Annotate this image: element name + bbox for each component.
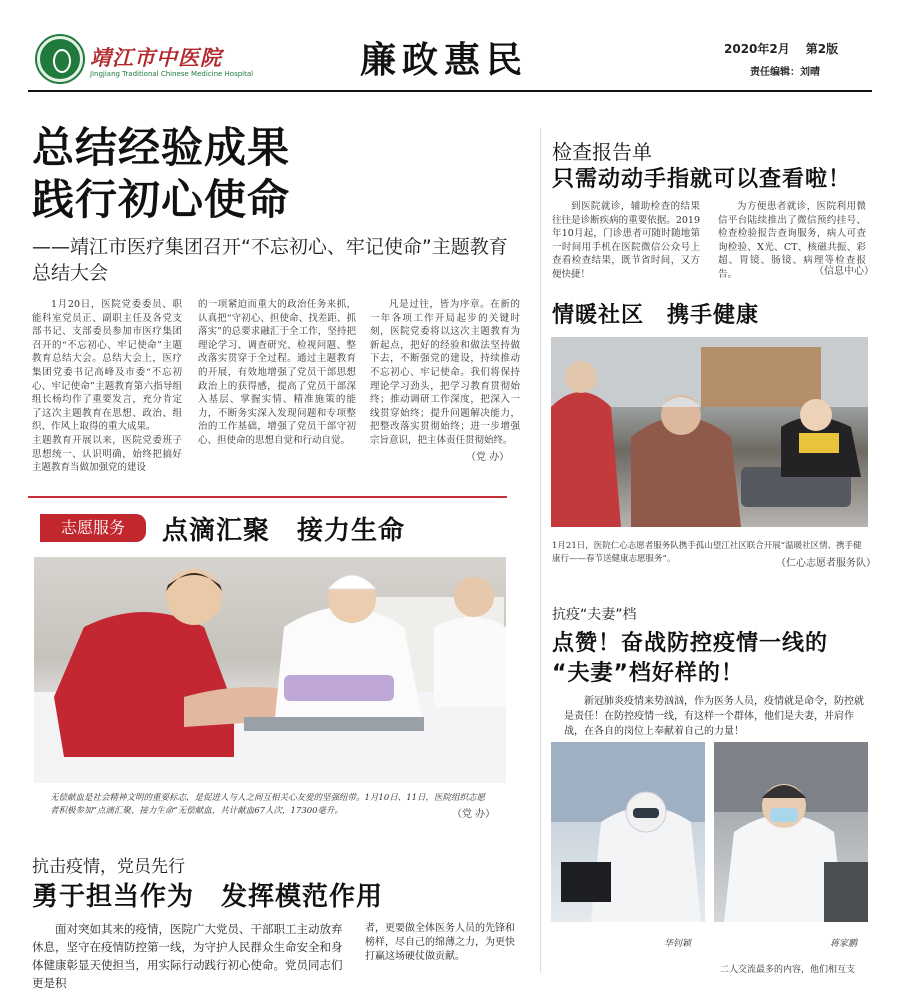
fight-body-2: 者，更要做全体医务人员的先锋和榜样，尽自己的绵薄之力，为更快打赢这场硬仗做贡献。 bbox=[365, 923, 515, 962]
couple-foot-text: 二人交流最多的内容，他们相互支 bbox=[720, 965, 856, 975]
community-byline: （仁心志愿者服务队） bbox=[776, 558, 876, 569]
report-headline-1: 检查报告单 bbox=[552, 140, 652, 164]
issue-date: 2020年2月 bbox=[724, 42, 790, 56]
doctor-mask-illustration bbox=[714, 742, 868, 922]
blood-donation-illustration bbox=[34, 557, 506, 783]
report-byline: （信息中心） bbox=[814, 266, 874, 277]
doctor-ppe-illustration bbox=[551, 742, 705, 922]
issue-info bbox=[724, 40, 838, 57]
fight-tag: 抗击疫情，党员先行 bbox=[32, 857, 185, 877]
volunteer-caption: 无偿献血是社会精神文明的重要标志，是促进人与人之间互相关心友爱的坚强纽带。1月10日、11日，医院组织志愿者积极参加“点滴汇聚、接力生命”无偿献血，共计献血67人次，17300毫升。 bbox=[50, 793, 486, 816]
hospital-name: 靖江市中医院 bbox=[90, 45, 222, 70]
community-caption: 1月21日，医院仁心志愿者服务队携手孤山望江社区联合开展“温暖社区情、携手健康行——春节送健康志愿服务”。 bbox=[552, 541, 862, 564]
hospital-name-en: Jingjiang Traditional Chinese Medicine Hospital bbox=[90, 70, 254, 78]
couple-photo-left bbox=[551, 742, 705, 922]
couple-photo-right bbox=[714, 742, 868, 922]
fight-headline: 勇于担当作为 发挥模范作用 bbox=[32, 882, 384, 912]
report-column-1: 到医院就诊，辅助检查的结果往往是诊断疾病的重要依据。2019年10月起，门诊患者可随时随地第一时间用手机在医院微信公众号上查看检查结果，既节省时间，又方便快捷！ bbox=[552, 201, 700, 280]
report-headline-2: 只需动动手指就可以查看啦！ bbox=[552, 167, 852, 192]
lead-column-2: 的一项紧迫而重大的政治任务来抓，认真把“守初心、担使命、找差距、抓落实”的总要求融汇于全工作，坚持把理论学习、调查研究、检视问题、整改落实贯穿于全过程。通过主题教育的开展，有效地增强了党员干部思想政治上的获得感，提高了党员干部深入基层、掌握实情、精准施策的能力，不断务实深入发现问题和专项整治的工作基础，增强了党员干部守初心、担使命的思想自觉和行动自觉。 bbox=[198, 299, 356, 446]
name-left: 华钊颖 bbox=[664, 939, 692, 949]
couple-headline-1: 点赞！奋战防控疫情一线的 bbox=[552, 631, 829, 656]
couple-headline-2: “夫妻”档好样的！ bbox=[552, 661, 744, 686]
lead-headline-line1: 总结经验成果 bbox=[32, 123, 291, 172]
hospital-logo bbox=[37, 36, 83, 82]
issue-edition: 第2版 bbox=[805, 42, 839, 56]
masthead bbox=[0, 0, 900, 92]
section-divider bbox=[28, 496, 507, 498]
community-headline: 情暖社区 携手健康 bbox=[552, 303, 760, 328]
volunteer-headline: 点滴汇聚 接力生命 bbox=[162, 516, 406, 546]
fight-body: 面对突如其来的疫情，医院广大党员、干部职工主动放弃休息，坚守在疫情防控第一线，为守护人民群众生命安全和身体健康彰显天使担当，用实际行动践行初心使命。党员同志们更是积 bbox=[32, 922, 343, 990]
volunteer-photo bbox=[34, 557, 506, 783]
lead-subheadline: ——靖江市医疗集团召开“不忘初心、牢记使命”主题教育总结大会 bbox=[32, 236, 508, 284]
header-rule bbox=[28, 90, 872, 92]
community-illustration bbox=[551, 337, 868, 527]
couple-tag: 抗疫“夫妻”档 bbox=[552, 607, 637, 623]
report-column-2: 为方便患者就诊，医院利用微信平台陆续推出了微信预约挂号、检查检验报告查询服务，病人可查询检验、X光、CT、核磁共振、彩超、胃镜、肠镜、病理等检查报告。 bbox=[718, 201, 866, 280]
editor-credit: 责任编辑：刘晴 bbox=[750, 67, 820, 78]
lead-headline bbox=[32, 122, 290, 226]
volunteer-tag: 志愿服务 bbox=[40, 514, 146, 542]
lead-headline-line2: 践行初心使命 bbox=[32, 175, 291, 224]
volunteer-byline: （党 办） bbox=[452, 809, 496, 820]
couple-body: 新冠肺炎疫情来势汹汹，作为医务人员，疫情就是命令，防控就是责任！在防控疫情一线，有这样一个群体，他们是夫妻，并肩作战，在各自的岗位上奉献着自己的力量！ bbox=[564, 696, 864, 737]
page-title: 廉政惠民 bbox=[360, 39, 529, 81]
lead-column-1: 1月20日，医院党委委员、职能科室党员正、副职主任及各党支部书记、支部委员参加市医疗集团召开的“不忘初心、牢记使命”主题教育总结大会。总结大会上，医疗集团党委书记高峰及市委“不忘初心、牢记使命”主题教育第六指导组组长杨均作了重要发言，充分肯定了这次主题教育在思想、政治、组织、作风上取得的重大成果。 主题教育开展以来，医院党委班子思想统一、认识明确，始终把搞好主题教育当做加强党的建设 bbox=[32, 299, 182, 474]
name-right: 蒋家鹏 bbox=[830, 939, 858, 949]
column-divider bbox=[540, 128, 541, 973]
lead-column-3: 凡是过往，皆为序章。在新的一年各项工作开局起步的关键时刻，医院党委将以这次主题教育为新起点，把好的经验和做法坚持做下去，不断强党的建设，持续推动不忘初心、牢记使命。我们将保持理论学习劲头，把学习教育贯彻始终；推动调研工作深度，把深入一线贯穿始终；提升问题解决能力，把整改落实贯彻始终；进一步增强宗旨意识，把主体责任贯彻始终。 bbox=[370, 299, 520, 446]
community-photo bbox=[551, 337, 868, 527]
lead-byline: （党 办） bbox=[466, 452, 510, 463]
